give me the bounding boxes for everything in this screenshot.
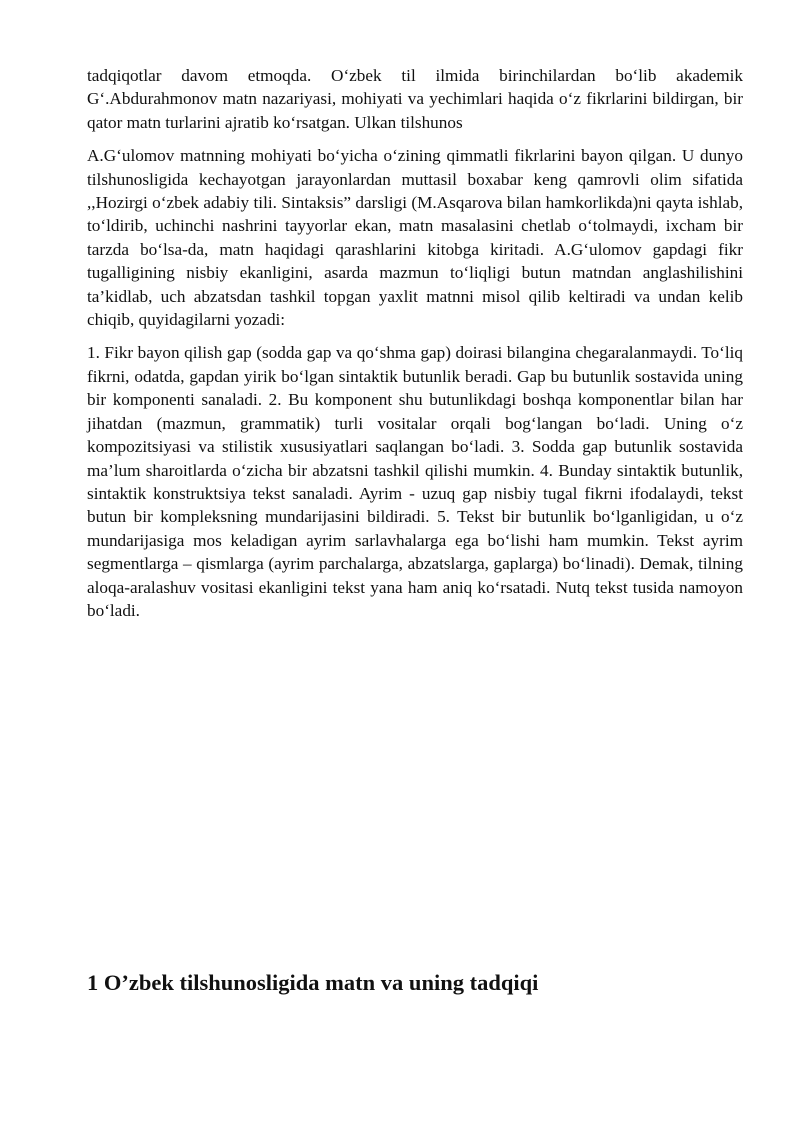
paragraph-intro: tadqiqotlar davom etmoqda. O‘zbek til ilmida birinchilardan bo‘lib akademik G‘.Abdurahmonov matn nazariyasi, mohiyati va yechimlari haqida o‘z fikrlarini bildirgan, bir qator matn turlarini ajratib ko‘rsatgan. Ulkan tilshunos [87,66,743,132]
paragraph-numbered-points: 1. Fikr bayon qilish gap (sodda gap va qo‘shma gap) doirasi bilangina chegaralanmaydi. To‘liq fikrni, odatda, gapdan yirik bo‘lgan sintaktik butunlik beradi. Gap bu butunlik sostavida uning bir komponenti sanaladi. 2. Bu komponent shu butunlikdagi boshqa komponentlar bilan har jihatdan (mazmun, grammatik) turli vositalar orqali bog‘langan bo‘ladi. Uning o‘z kompozitsiyasi va stilistik xususiyatlari saqlangan bo‘ladi. 3. Sodda gap butunlik sostavida ma’lum sharoitlarda o‘zicha bir abzatsni tashkil qilishi mumkin. 4. Bunday sintaktik butunlik, sintaktik konstruktsiya tekst sanaladi. Ayrim - uzuq gap nisbiy tugal fikrni ifodalaydi, tekst butun bir kompleksning mundarijasini bildiradi. 5. Tekst bir butunlik bo‘lganligidan, u o‘z mundarijasiga mos keladigan ayrim sarlavhalarga ega bo‘lishi ham mumkin. Tekst ayrim segmentlarga – qismlarga (ayrim parchalarga, abzatslarga, gaplarga) bo‘linadi). Demak, tilning aloqa-aralashuv vositasi ekanligini tekst yana ham aniq ko‘rsatadi. Nutq tekst tusida namoyon bo‘ladi. [87,343,743,620]
document-body [87,64,743,632]
paragraph-gulomov: A.G‘ulomov matnning mohiyati bo‘yicha o‘zining qimmatli fikrlarini bayon qilgan. U dunyo tilshunosligida kechayotgan jarayonlardan muttasil boxabar keng qamrovli olim sifatida ,,Hozirgi o‘zbek adabiy tili. Sintaksis” darsligi (M.Asqarova bilan hamkorlikda)ni qayta ishlab, to‘ldirib, uchinchi nashrini tayyorlar ekan, matn masalasini chetlab o‘tolmaydi, ixcham bir tarzda bo‘lsa-da, matn haqidagi qarashlarini kitobga kiritadi. A.G‘ulomov gapdagi fikr tugalligining nisbiy ekanligini, asarda mazmun to‘liqligi butun matndan anglashilishini ta’kidlab, uch abzatsdan tashkil topgan yaxlit matnni misol qilib keltiradi va undan kelib chiqib, quyidagilarni yozadi: [87,146,743,330]
section-heading: 1 O’zbek tilshunosligida matn va uning tadqiqi [87,970,539,995]
